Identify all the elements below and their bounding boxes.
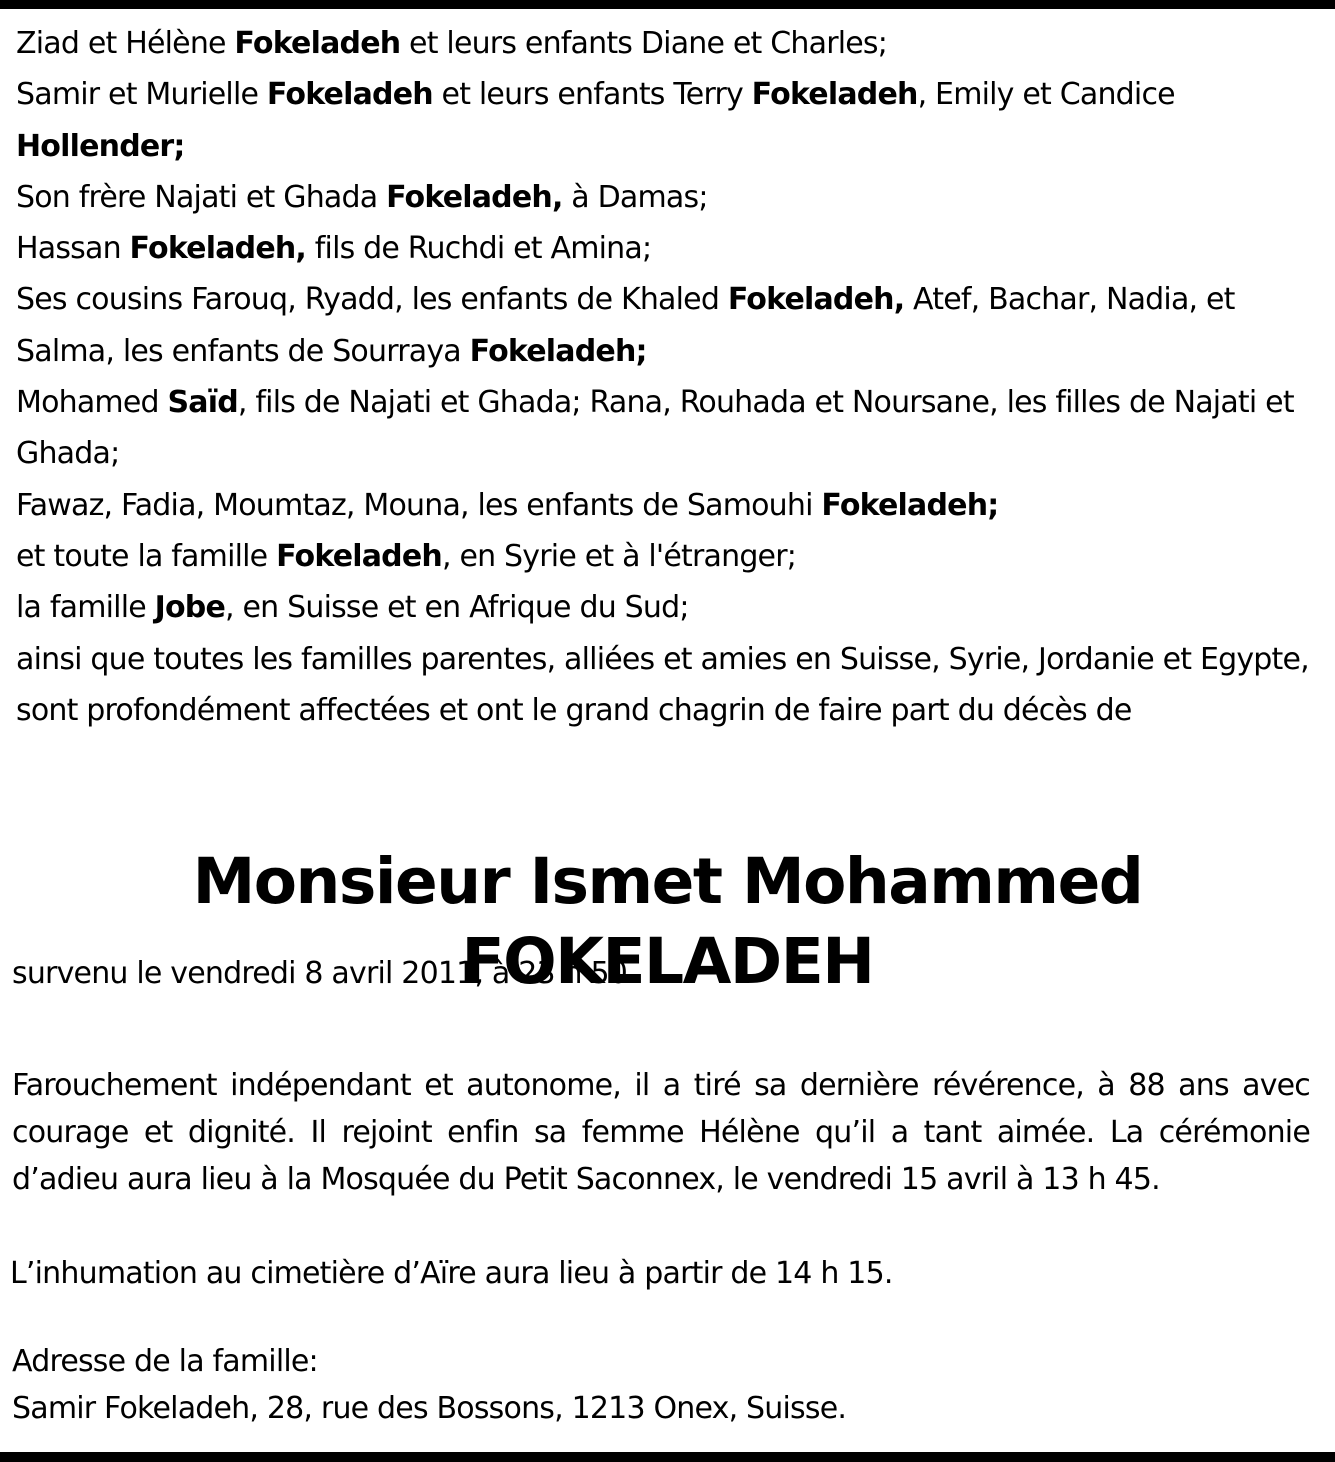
mourner-text: , Emily et Candice xyxy=(917,77,1175,113)
mourner-text: Ses cousins Farouq, Ryadd, les enfants de Khaled xyxy=(16,282,728,318)
mourner-text: à Damas; xyxy=(562,179,708,215)
mourner-line xyxy=(16,634,1316,685)
mourner-text: , en Syrie et à l'étranger; xyxy=(441,538,797,574)
mourner-text: la famille xyxy=(16,590,155,626)
mourner-text: Samir et Murielle xyxy=(16,77,267,113)
mourner-line xyxy=(16,223,1316,274)
top-rule xyxy=(0,0,1335,9)
surname: Hollender; xyxy=(16,128,185,164)
biography-text: Farouchement indépendant et autonome, il a tiré sa dernière révérence, à 88 ans avec courage et dignité. Il rejoint enfin sa femme Hélène qu’il a tant aimée. La cérémonie d’adieu aura lieu à la Mosquée du Petit Saconnex, le vendredi 15 avril à 13 h 45. xyxy=(12,1068,1310,1197)
surname: Fokeladeh xyxy=(751,77,918,113)
mourner-line xyxy=(16,531,1316,582)
mourner-line xyxy=(16,377,1316,480)
mourner-text: ainsi que toutes les familles parentes, alliées et amies en Suisse, Syrie, Jordanie et Egypte, xyxy=(16,641,1309,677)
family-address xyxy=(12,1338,846,1432)
mourner-line xyxy=(16,582,1316,633)
address-line: Samir Fokeladeh, 28, rue des Bossons, 1213 Onex, Suisse. xyxy=(12,1391,847,1426)
mourner-text: et leurs enfants Terry xyxy=(432,77,752,113)
mourner-line xyxy=(16,480,1316,531)
mourner-text: , fils de Najati et Ghada; Rana, Rouhada et Noursane, les filles de Najati et Ghada; xyxy=(16,385,1294,472)
mourners-list xyxy=(16,18,1316,736)
mourner-text: et leurs enfants Diane et Charles; xyxy=(400,26,888,61)
surname: Fokeladeh, xyxy=(129,231,307,267)
surname: Fokeladeh; xyxy=(469,333,647,369)
surname: Fokeladeh xyxy=(276,538,442,574)
burial-info: L’inhumation au cimetière d’Aïre aura lieu à partir de 14 h 15. xyxy=(10,1256,893,1291)
mourner-text: Hassan xyxy=(16,231,130,267)
biography-paragraph xyxy=(12,1062,1310,1203)
mourner-text: Mohamed xyxy=(16,385,168,421)
death-date: survenu le vendredi 8 avril 2011, à 23 h 50. xyxy=(12,956,636,991)
surname: Fokeladeh; xyxy=(821,487,999,523)
surname: Saïd xyxy=(167,385,238,421)
surname: Fokeladeh xyxy=(234,26,401,61)
mourner-text: Fawaz, Fadia, Moumtaz, Mouna, les enfants de Samouhi xyxy=(16,487,822,523)
mourner-text: , en Suisse et en Afrique du Sud; xyxy=(225,590,689,626)
surname: Fokeladeh, xyxy=(386,179,563,215)
mourner-text: Atef, Bachar, Nadia, et Salma, les enfants de Sourraya xyxy=(16,282,1235,369)
mourner-line xyxy=(16,274,1316,377)
deceased-name: Monsieur Ismet Mohammed FOKELADEH xyxy=(192,845,1143,998)
mourner-text: et toute la famille xyxy=(16,538,277,574)
surname: Jobe xyxy=(154,590,226,626)
mourner-text: sont profondément affectées et ont le grand chagrin de faire part du décès de xyxy=(16,692,1132,728)
mourner-text: Son frère Najati et Ghada xyxy=(16,179,387,215)
address-label: Adresse de la famille: xyxy=(12,1344,318,1379)
surname: Fokeladeh xyxy=(266,77,433,113)
bottom-rule xyxy=(0,1452,1335,1462)
mourner-line xyxy=(16,172,1316,223)
mourner-line xyxy=(16,69,1316,172)
mourner-line xyxy=(16,18,1316,69)
mourner-line xyxy=(16,685,1316,736)
mourner-text: Ziad et Hélène xyxy=(16,26,235,61)
mourner-text: fils de Ruchdi et Amina; xyxy=(306,231,652,267)
surname: Fokeladeh, xyxy=(727,282,905,318)
